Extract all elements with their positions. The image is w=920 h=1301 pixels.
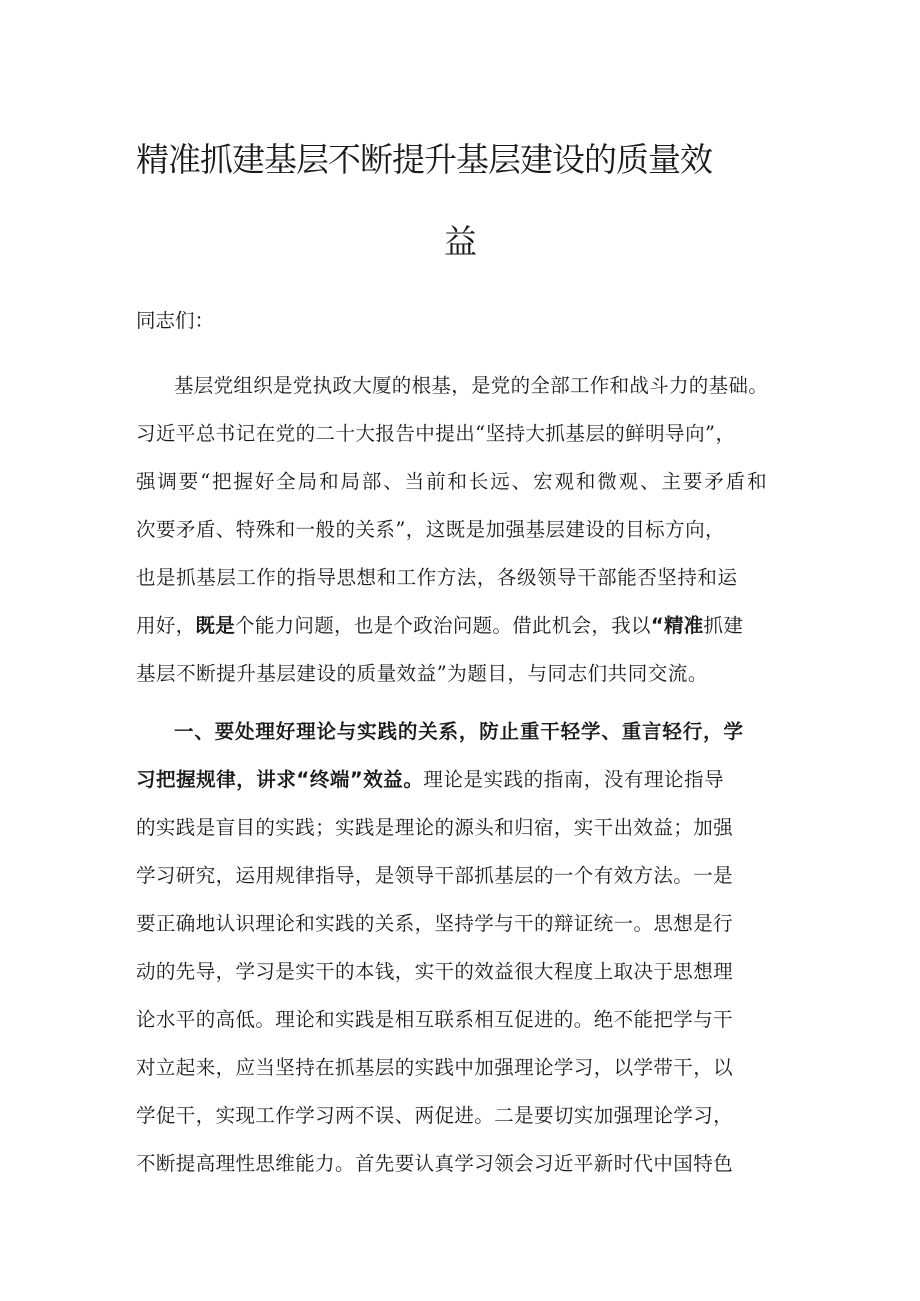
paragraph-1-line-2: 习近平总书记在党的二十大报告中提出“坚持大抓基层的鲜明导向”，	[136, 422, 736, 445]
paragraph-1-line-6	[136, 612, 743, 640]
paragraph-1-bold-jingzhun: “精准	[650, 614, 704, 637]
document-title-line-2: 益	[444, 222, 476, 261]
paragraph-2-line-1	[174, 718, 744, 746]
paragraph-2-line-7: 论水平的高低。理论和实践是相互联系相互促进的。绝不能把学与干	[136, 1008, 734, 1031]
paragraph-1-bold-jishi: 既是	[195, 614, 236, 637]
paragraph-1-line-6-part-e: 抓建	[703, 614, 744, 637]
paragraph-1-line-4: 次要矛盾、特殊和一般的关系”，这既是加强基层建设的目标方向，	[136, 518, 725, 541]
paragraph-1-line-7: 基层不断提升基层建设的质量效益”为题目，与同志们共同交流。	[136, 662, 708, 685]
section-1-heading-part-1: 一、要处理好理论与实践的关系，防止重干轻学、重言轻行，学	[174, 720, 744, 743]
paragraph-2-line-10: 不断提高理性思维能力。首先要认真学习领会习近平新时代中国特色	[136, 1152, 734, 1175]
paragraph-2-line-6: 动的先导，学习是实干的本钱，实干的效益很大程度上取决于思想理	[136, 960, 734, 983]
paragraph-2-line-4: 学习研究，运用规律指导，是领导干部抓基层的一个有效方法。一是	[136, 864, 734, 887]
paragraph-2-line-2-body: 理论是实践的指南，没有理论指导	[423, 768, 725, 791]
paragraph-1-line-6-part-a: 用好，	[136, 614, 196, 637]
paragraph-1-line-1: 基层党组织是党执政大厦的根基，是党的全部工作和战斗力的基础。	[174, 374, 769, 397]
section-1-heading-part-2: 习把握规律，讲求“终端”效益。	[136, 768, 424, 791]
paragraph-2-line-9: 学促干，实现工作学习两不误、两促进。二是要切实加强理论学习，	[136, 1104, 734, 1127]
paragraph-2-line-2	[136, 766, 724, 794]
paragraph-2-line-5: 要正确地认识理论和实践的关系，坚持学与干的辩证统一。思想是行	[136, 912, 734, 935]
greeting: 同志们：	[136, 309, 215, 332]
paragraph-1-line-3: 强调要“把握好全局和局部、当前和长远、宏观和微观、主要矛盾和	[136, 470, 769, 493]
paragraph-2-line-3: 的实践是盲目的实践；实践是理论的源头和归宿，实干出效益；加强	[136, 816, 734, 839]
paragraph-2-line-8: 对立起来，应当坚持在抓基层的实践中加强理论学习，以学带干，以	[136, 1056, 734, 1079]
paragraph-1-line-5: 也是抓基层工作的指导思想和工作方法，各级领导干部能否坚持和运	[136, 566, 738, 589]
document-title-line-1: 精准抓建基层不断提升基层建设的质量效	[136, 140, 712, 179]
paragraph-1-line-6-part-c: 个能力问题，也是个政治问题。借此机会，我以	[235, 614, 651, 637]
